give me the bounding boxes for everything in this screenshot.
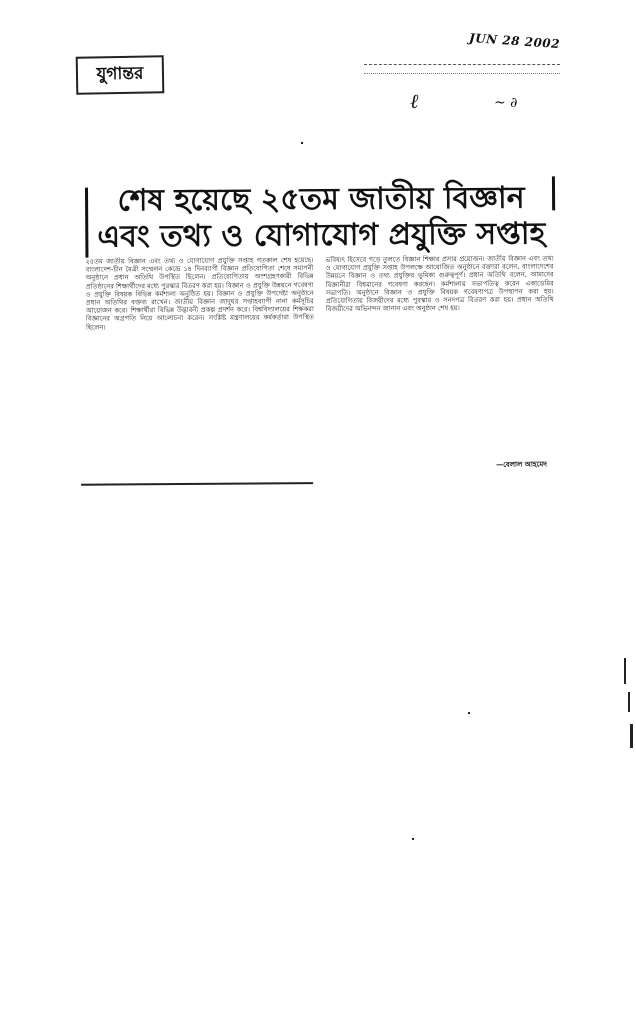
right-column-text: ভবিষ্যৎ হিসেবে গড়ে তুলতে বিজ্ঞান শিক্ষার প্রসার প্রয়োজন। জাতীয় বিজ্ঞান এবং তথ্য ও যোগাযোগ প্রযুক্তি সপ্তাহ উপলক্ষে আয়োজিত অনুষ্ঠানে বক্তারা বলেন, বাংলাদেশের উন্নয়নে বিজ্ঞান ও তথ্য প্রযুক্তির ভূমিকা গুরুত্বপূর্ণ। প্রধান অতিথি বলেন, আমাদের বিজ্ঞানীরা বিশ্বমানের গবেষণা করছেন। কর্মশালায় সভাপতিত্ব করেন একাডেমির সভাপতি। অনুষ্ঠানে বিজ্ঞান ও প্রযুক্তি বিষয়ক গবেষণাপত্র উপস্থাপন করা হয়। প্রতিযোগিতায় বিজয়ীদের মধ্যে পুরস্কার ও সনদপত্র বিতরণ করা হয়। প্রধান অতিথি বিজয়ীদের অভিনন্দন জানান এবং অনুষ্ঠান শেষ হয়। xyxy=(325,254,554,314)
scan-edge-mark xyxy=(624,658,626,684)
headline-bracket-left xyxy=(85,188,88,258)
handwritten-mark: ℓ xyxy=(410,89,419,113)
handwritten-scribble: ~ ∂ xyxy=(494,95,518,111)
slip-dotted-line xyxy=(364,73,560,75)
date-stamp: JUN 28 2002 xyxy=(468,30,561,52)
filing-slip xyxy=(364,64,560,117)
headline-bracket-right xyxy=(552,176,555,210)
article-body xyxy=(85,254,561,481)
article-column-right xyxy=(325,254,555,480)
left-column-text: ২৫তম জাতীয় বিজ্ঞান এবং তথ্য ও যোগাযোগ প্রযুক্তি সপ্তাহ গতকাল শেষ হয়েছে। বাংলাদেশ-চীন মৈত্রী সম্মেলন কেন্দ্রে ১৪ দিনব্যাপী বিজ্ঞান প্রতিযোগিতা শেষে সমাপনী অনুষ্ঠানে প্রধান অতিথি উপস্থিত ছিলেন। প্রতিযোগিতায় অংশগ্রহণকারী বিভিন্ন প্রতিষ্ঠানের শিক্ষার্থীদের মধ্যে পুরস্কার বিতরণ করা হয়। বিজ্ঞান ও প্রযুক্তি উন্নয়নে গবেষণা ও প্রযুক্তি বিষয়ক বিভিন্ন কর্মশালা অনুষ্ঠিত হয়। বিজ্ঞান ও প্রযুক্তি উপদেষ্টা অনুষ্ঠানে প্রধান অতিথির বক্তব্য রাখেন। জাতীয় বিজ্ঞান জাদুঘর সপ্তাহব্যাপী নানা কর্মসূচির আয়োজন করে। শিক্ষার্থীরা বিভিন্ন উদ্ভাবনী প্রকল্প প্রদর্শন করে। বিশ্ববিদ্যালয়ের শিক্ষকরা বিজ্ঞানের অগ্রগতি নিয়ে আলোচনা করেন। সংশ্লিষ্ট মন্ত্রণালয়ের কর্মকর্তারা উপস্থিত ছিলেন। xyxy=(85,256,314,332)
newspaper-masthead: যুগান্তর xyxy=(76,55,165,95)
article-headline: শেষ হয়েছে ২৫তম জাতীয় বিজ্ঞান এবং তথ্য ও যোগাযোগ প্রযুক্তি সপ্তাহ xyxy=(97,180,546,255)
article-byline: —বেলাল আহমেদ xyxy=(496,460,547,469)
scan-speck xyxy=(301,142,303,144)
clipping-bottom-edge xyxy=(81,482,313,486)
scan-speck xyxy=(412,838,414,840)
scan-edge-mark xyxy=(630,724,633,748)
scan-speck xyxy=(468,712,470,714)
article-column-left xyxy=(85,256,315,482)
scan-edge-mark xyxy=(628,692,630,712)
newspaper-clipping xyxy=(79,176,567,485)
